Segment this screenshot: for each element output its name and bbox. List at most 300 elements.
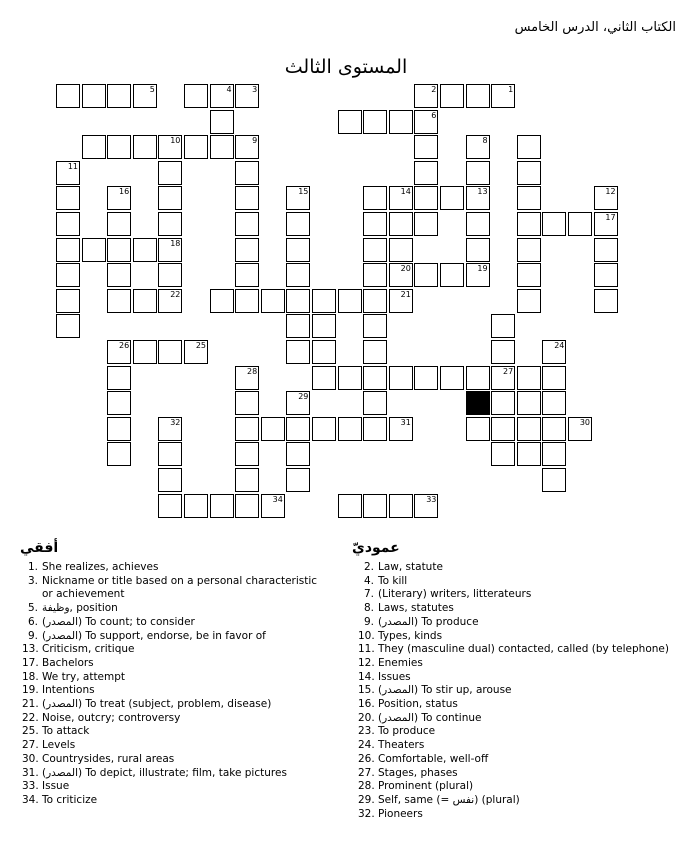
- grid-cell[interactable]: [542, 391, 566, 415]
- clue-number: 5.: [27, 602, 38, 615]
- clue-number: 27.: [358, 766, 375, 779]
- grid-cell[interactable]: [338, 417, 362, 441]
- clue-text: They (masculine dual) contacted, called (by telephone): [378, 643, 669, 656]
- grid-cell[interactable]: [466, 161, 490, 185]
- across-clue: [22, 602, 342, 616]
- down-clue: [358, 794, 678, 808]
- cell-number: 10: [170, 136, 181, 146]
- grid-cell[interactable]: [414, 212, 438, 236]
- grid-cell[interactable]: [414, 366, 438, 390]
- grid-cell[interactable]: [466, 186, 490, 210]
- across-clue: [22, 630, 342, 644]
- cell-number: 26: [119, 341, 130, 350]
- cell-number: 8: [482, 136, 488, 146]
- grid-cell[interactable]: [158, 186, 182, 210]
- grid-cell[interactable]: [491, 314, 515, 338]
- cell-number: 2: [431, 85, 437, 94]
- header-note: الكتاب الثاني، الدرس الخامس: [514, 20, 676, 35]
- grid-cell[interactable]: [466, 366, 490, 390]
- grid-cell[interactable]: [107, 263, 131, 287]
- grid-cell[interactable]: [466, 212, 490, 236]
- down-clue: [358, 657, 678, 671]
- cell-number: 6: [431, 110, 437, 120]
- grid-cell[interactable]: [286, 263, 310, 287]
- clue-number: 26.: [358, 752, 375, 765]
- grid-cell[interactable]: [158, 417, 182, 441]
- grid-cell[interactable]: [338, 289, 362, 313]
- grid-cell[interactable]: [82, 238, 106, 262]
- clue-number: 27.: [22, 739, 39, 752]
- clue-number: 17.: [22, 656, 39, 669]
- clue-number: 34.: [22, 793, 39, 806]
- grid-cell[interactable]: [286, 238, 310, 262]
- grid-cell[interactable]: [491, 391, 515, 415]
- clue-text: To kill: [378, 574, 408, 587]
- grid-cell[interactable]: [542, 340, 566, 364]
- cell-number: 24: [554, 341, 565, 350]
- grid-cell[interactable]: [312, 340, 336, 364]
- grid-cell[interactable]: [261, 494, 285, 518]
- clue-number: 16.: [358, 698, 375, 711]
- clue-number: 4.: [363, 574, 374, 587]
- down-clue: [358, 725, 678, 739]
- across-clue: [22, 780, 342, 794]
- grid-cell[interactable]: [286, 186, 310, 210]
- clue-number: 22.: [22, 711, 39, 724]
- clue-text: Self, same (= نفس) (plural): [378, 793, 520, 806]
- clue-number: 20.: [358, 711, 375, 724]
- clue-number: 23.: [358, 725, 375, 738]
- clue-text: (المصدر) To continue: [378, 711, 482, 724]
- grid-cell[interactable]: [107, 417, 131, 441]
- grid-cell[interactable]: [542, 366, 566, 390]
- clue-number: 32.: [358, 807, 375, 820]
- grid-cell[interactable]: [312, 417, 336, 441]
- clue-number: 31.: [22, 766, 39, 779]
- cell-number: 14: [400, 187, 411, 197]
- grid-cell[interactable]: [133, 340, 157, 364]
- grid-cell[interactable]: [440, 186, 464, 210]
- grid-cell[interactable]: [389, 289, 413, 313]
- clue-number: 19.: [22, 684, 39, 697]
- grid-cell[interactable]: [56, 161, 80, 185]
- clue-text: Law, statute: [378, 561, 443, 573]
- clue-text: Comfortable, well-off: [378, 752, 489, 765]
- grid-cell[interactable]: [517, 161, 541, 185]
- grid-cell[interactable]: [235, 135, 259, 159]
- grid-cell[interactable]: [594, 263, 618, 287]
- grid-cell[interactable]: [286, 391, 310, 415]
- grid-cell[interactable]: [414, 494, 438, 518]
- grid-cell[interactable]: [517, 186, 541, 210]
- clue-number: 29.: [358, 793, 375, 806]
- grid-cell[interactable]: [158, 161, 182, 185]
- down-clue: [358, 712, 678, 726]
- clue-text: Pioneers: [378, 807, 423, 820]
- across-clue: [22, 753, 342, 767]
- grid-cell[interactable]: [107, 238, 131, 262]
- cell-number: 30: [579, 417, 590, 427]
- grid-cell[interactable]: [363, 289, 387, 313]
- down-clue: [358, 602, 678, 616]
- cell-number: 27: [503, 366, 514, 376]
- grid-cell[interactable]: [414, 110, 438, 134]
- clue-text: (المصدر) To stir up, arouse: [378, 684, 512, 697]
- clue-number: 8.: [363, 602, 374, 615]
- grid-cell[interactable]: [286, 442, 310, 466]
- grid-cell[interactable]: [389, 186, 413, 210]
- grid-cell[interactable]: [466, 263, 490, 287]
- grid-cell[interactable]: [235, 442, 259, 466]
- grid-cell[interactable]: [107, 391, 131, 415]
- across-clue-list: [22, 561, 342, 808]
- across-clue: [22, 767, 342, 781]
- clue-text: Countrysides, rural areas: [42, 752, 175, 765]
- grid-cell[interactable]: [542, 468, 566, 492]
- cell-number: 1: [508, 85, 514, 94]
- grid-cell[interactable]: [133, 238, 157, 262]
- grid-cell[interactable]: [517, 135, 541, 159]
- grid-cell[interactable]: [286, 314, 310, 338]
- grid-cell[interactable]: [491, 366, 515, 390]
- grid-cell[interactable]: [517, 417, 541, 441]
- down-clue: [358, 671, 678, 685]
- grid-cell[interactable]: [363, 110, 387, 134]
- clue-text: (المصدر) To count; to consider: [42, 615, 195, 628]
- cell-number: 22: [170, 289, 181, 299]
- clue-text: Levels: [42, 739, 76, 752]
- cell-number: 29: [298, 392, 309, 402]
- grid-cell[interactable]: [414, 84, 438, 108]
- grid-cell[interactable]: [466, 238, 490, 262]
- down-clue: [358, 780, 678, 794]
- grid-cell[interactable]: [491, 84, 515, 108]
- grid-cell[interactable]: [389, 263, 413, 287]
- clue-text: To attack: [42, 725, 90, 738]
- grid-cell[interactable]: [210, 494, 234, 518]
- grid-cell[interactable]: [338, 366, 362, 390]
- down-clue: [358, 753, 678, 767]
- clue-text: Prominent (plural): [378, 780, 474, 793]
- clue-text: (المصدر) To produce: [378, 615, 479, 628]
- cell-number: 13: [477, 187, 488, 197]
- clue-text: She realizes, achieves: [42, 561, 159, 573]
- cell-number: 11: [67, 161, 78, 171]
- cell-number: 15: [298, 187, 309, 197]
- grid-cell[interactable]: [338, 110, 362, 134]
- grid-cell[interactable]: [389, 366, 413, 390]
- grid-cell[interactable]: [158, 442, 182, 466]
- grid-cell[interactable]: [56, 263, 80, 287]
- clue-number: 6.: [27, 615, 38, 628]
- clue-text: Position, status: [378, 698, 458, 711]
- grid-cell[interactable]: [158, 289, 182, 313]
- grid-cell[interactable]: [184, 340, 208, 364]
- across-clue: [22, 671, 342, 685]
- grid-cell[interactable]: [491, 340, 515, 364]
- grid-cell[interactable]: [235, 494, 259, 518]
- grid-cell[interactable]: [133, 289, 157, 313]
- grid-cell[interactable]: [594, 289, 618, 313]
- grid-cell[interactable]: [107, 289, 131, 313]
- grid-cell[interactable]: [338, 494, 362, 518]
- down-clue: [358, 561, 678, 575]
- grid-cell[interactable]: [184, 135, 208, 159]
- down-clue: [358, 575, 678, 589]
- grid-cell[interactable]: [286, 340, 310, 364]
- grid-cell[interactable]: [158, 494, 182, 518]
- grid-cell[interactable]: [389, 494, 413, 518]
- grid-cell[interactable]: [594, 238, 618, 262]
- grid-cell[interactable]: [363, 212, 387, 236]
- grid-cell[interactable]: [440, 84, 464, 108]
- grid-cell[interactable]: [389, 417, 413, 441]
- grid-cell[interactable]: [286, 289, 310, 313]
- grid-cell[interactable]: [491, 442, 515, 466]
- clue-text: Enemies: [378, 656, 423, 669]
- grid-cell[interactable]: [56, 84, 80, 108]
- grid-cell[interactable]: [158, 135, 182, 159]
- grid-cell[interactable]: [440, 366, 464, 390]
- clue-text: (Literary) writers, litterateurs: [378, 588, 532, 601]
- grid-cell[interactable]: [235, 391, 259, 415]
- grid-cell[interactable]: [440, 263, 464, 287]
- grid-cell[interactable]: [56, 289, 80, 313]
- grid-cell[interactable]: [312, 314, 336, 338]
- grid-cell[interactable]: [286, 468, 310, 492]
- grid-cell[interactable]: [363, 314, 387, 338]
- cell-number: 32: [170, 417, 181, 427]
- across-clue: [22, 575, 342, 602]
- grid-cell[interactable]: [82, 84, 106, 108]
- grid-cell[interactable]: [542, 212, 566, 236]
- cell-number: 33: [426, 494, 437, 504]
- grid-cell[interactable]: [133, 135, 157, 159]
- clue-text: We try, attempt: [42, 670, 126, 683]
- grid-cell[interactable]: [363, 417, 387, 441]
- grid-cell[interactable]: [466, 417, 490, 441]
- grid-cell[interactable]: [210, 289, 234, 313]
- grid-cell[interactable]: [235, 263, 259, 287]
- grid-cell[interactable]: [363, 391, 387, 415]
- clue-text: Issues: [378, 670, 411, 683]
- grid-cell[interactable]: [210, 110, 234, 134]
- cell-number: 5: [149, 85, 155, 94]
- grid-cell[interactable]: [235, 417, 259, 441]
- grid-cell[interactable]: [210, 84, 234, 108]
- clue-text: (المصدر) To treat (subject, problem, disease): [42, 698, 272, 711]
- grid-cell[interactable]: [312, 366, 336, 390]
- grid-cell[interactable]: [235, 238, 259, 262]
- grid-cell[interactable]: [107, 366, 131, 390]
- clue-text: Types, kinds: [378, 629, 443, 642]
- grid-cell[interactable]: [261, 417, 285, 441]
- grid-cell[interactable]: [517, 442, 541, 466]
- grid-cell[interactable]: [491, 417, 515, 441]
- grid-cell[interactable]: [210, 135, 234, 159]
- clue-text: (المصدر) To depict, illustrate; film, take pictures: [42, 766, 287, 779]
- grid-cell[interactable]: [235, 161, 259, 185]
- clue-number: 25.: [22, 725, 39, 738]
- grid-cell[interactable]: [235, 468, 259, 492]
- grid-cell[interactable]: [389, 110, 413, 134]
- grid-cell[interactable]: [261, 289, 285, 313]
- grid-cell[interactable]: [414, 135, 438, 159]
- clue-text: Issue: [42, 780, 70, 793]
- grid-cell[interactable]: [414, 161, 438, 185]
- cell-number: 19: [477, 264, 488, 274]
- grid-cell[interactable]: [184, 494, 208, 518]
- down-clue-list: [358, 561, 678, 821]
- clue-number: 11.: [358, 643, 375, 656]
- clue-text: To criticize: [42, 793, 98, 806]
- down-clue: [358, 698, 678, 712]
- clue-number: 7.: [363, 588, 374, 601]
- clue-text: To produce: [378, 725, 436, 738]
- down-clue: [358, 643, 678, 657]
- clue-number: 10.: [358, 629, 375, 642]
- grid-cell[interactable]: [107, 135, 131, 159]
- grid-cell[interactable]: [517, 263, 541, 287]
- clue-number: 1.: [27, 561, 38, 573]
- down-clue: [358, 739, 678, 753]
- clue-text: Laws, statutes: [378, 602, 454, 615]
- clue-number: 30.: [22, 752, 39, 765]
- across-clue: [22, 684, 342, 698]
- clue-number: 2.: [363, 561, 374, 573]
- across-clue: [22, 698, 342, 712]
- grid-cell[interactable]: [568, 417, 592, 441]
- clue-number: 9.: [27, 629, 38, 642]
- grid-cell[interactable]: [82, 135, 106, 159]
- clue-number: 15.: [358, 684, 375, 697]
- clue-number: 13.: [22, 643, 39, 656]
- cell-number: 20: [400, 264, 411, 274]
- cell-number: 28: [247, 366, 258, 376]
- grid-cell[interactable]: [184, 84, 208, 108]
- grid-cell[interactable]: [56, 314, 80, 338]
- clue-number: 33.: [22, 780, 39, 793]
- page-title: المستوى الثالث: [284, 56, 408, 78]
- clue-number: 3.: [27, 574, 38, 587]
- grid-cell[interactable]: [594, 212, 618, 236]
- grid-cell[interactable]: [158, 238, 182, 262]
- grid-cell[interactable]: [286, 417, 310, 441]
- grid-cell[interactable]: [389, 212, 413, 236]
- cell-number: 31: [400, 417, 411, 427]
- down-clue: [358, 808, 678, 822]
- grid-cell[interactable]: [56, 238, 80, 262]
- down-clue: [358, 616, 678, 630]
- across-clue: [22, 739, 342, 753]
- across-clue: [22, 794, 342, 808]
- cell-number: 16: [119, 187, 130, 197]
- grid-cell[interactable]: [363, 340, 387, 364]
- across-clue: [22, 657, 342, 671]
- grid-cell[interactable]: [594, 186, 618, 210]
- across-clue: [22, 643, 342, 657]
- grid-cell[interactable]: [568, 212, 592, 236]
- grid-cell[interactable]: [235, 84, 259, 108]
- clue-number: 24.: [358, 739, 375, 752]
- grid-cell[interactable]: [133, 84, 157, 108]
- cell-number: 9: [252, 136, 258, 146]
- grid-cell[interactable]: [363, 366, 387, 390]
- grid-cell[interactable]: [363, 238, 387, 262]
- grid-cell[interactable]: [363, 186, 387, 210]
- cell-number: 4: [226, 85, 232, 94]
- grid-cell[interactable]: [517, 366, 541, 390]
- clue-number: 28.: [358, 780, 375, 793]
- clue-number: 21.: [22, 698, 39, 711]
- grid-cell[interactable]: [542, 442, 566, 466]
- grid-cell[interactable]: [517, 212, 541, 236]
- down-heading: عموديّ: [352, 540, 400, 556]
- across-clue: [22, 725, 342, 739]
- across-clue: [22, 616, 342, 630]
- cell-number: 3: [252, 85, 258, 94]
- cell-number: 21: [400, 289, 411, 299]
- grid-cell[interactable]: [363, 494, 387, 518]
- across-clue: [22, 561, 342, 575]
- grid-cell[interactable]: [363, 263, 387, 287]
- grid-cell[interactable]: [56, 212, 80, 236]
- grid-cell[interactable]: [56, 186, 80, 210]
- grid-cell[interactable]: [312, 289, 336, 313]
- cell-number: 12: [605, 187, 616, 197]
- cell-number: 17: [605, 213, 616, 222]
- grid-cell[interactable]: [158, 212, 182, 236]
- grid-cell[interactable]: [158, 340, 182, 364]
- across-heading: أفقي: [20, 540, 59, 556]
- clue-number: 18.: [22, 670, 39, 683]
- clue-text: Noise, outcry; controversy: [42, 711, 181, 724]
- grid-cell[interactable]: [414, 263, 438, 287]
- clue-text: (المصدر) To support, endorse, be in favor of: [42, 629, 266, 642]
- grid-cell[interactable]: [107, 186, 131, 210]
- clue-number: 14.: [358, 670, 375, 683]
- clue-text: Bachelors: [42, 656, 94, 669]
- grid-cell[interactable]: [107, 442, 131, 466]
- cell-number: 18: [170, 238, 181, 248]
- clue-text: Stages, phases: [378, 766, 458, 779]
- grid-cell[interactable]: [235, 212, 259, 236]
- grid-cell[interactable]: [286, 212, 310, 236]
- grid-cell[interactable]: [517, 391, 541, 415]
- grid-cell[interactable]: [466, 135, 490, 159]
- clue-number: 9.: [363, 615, 374, 628]
- grid-cell[interactable]: [389, 238, 413, 262]
- grid-cell[interactable]: [466, 84, 490, 108]
- grid-cell[interactable]: [235, 186, 259, 210]
- grid-cell[interactable]: [517, 238, 541, 262]
- grid-cell[interactable]: [414, 186, 438, 210]
- grid-cell[interactable]: [107, 212, 131, 236]
- clue-number: 12.: [358, 656, 375, 669]
- grid-cell[interactable]: [235, 289, 259, 313]
- grid-cell[interactable]: [517, 289, 541, 313]
- down-clue: [358, 588, 678, 602]
- grid-cell[interactable]: [107, 84, 131, 108]
- clue-text: Theaters: [378, 739, 425, 752]
- grid-cell[interactable]: [158, 468, 182, 492]
- grid-cell[interactable]: [107, 340, 131, 364]
- grid-cell[interactable]: [235, 366, 259, 390]
- down-clue: [358, 684, 678, 698]
- grid-cell[interactable]: [158, 263, 182, 287]
- cell-number: 25: [195, 341, 206, 350]
- grid-cell[interactable]: [542, 417, 566, 441]
